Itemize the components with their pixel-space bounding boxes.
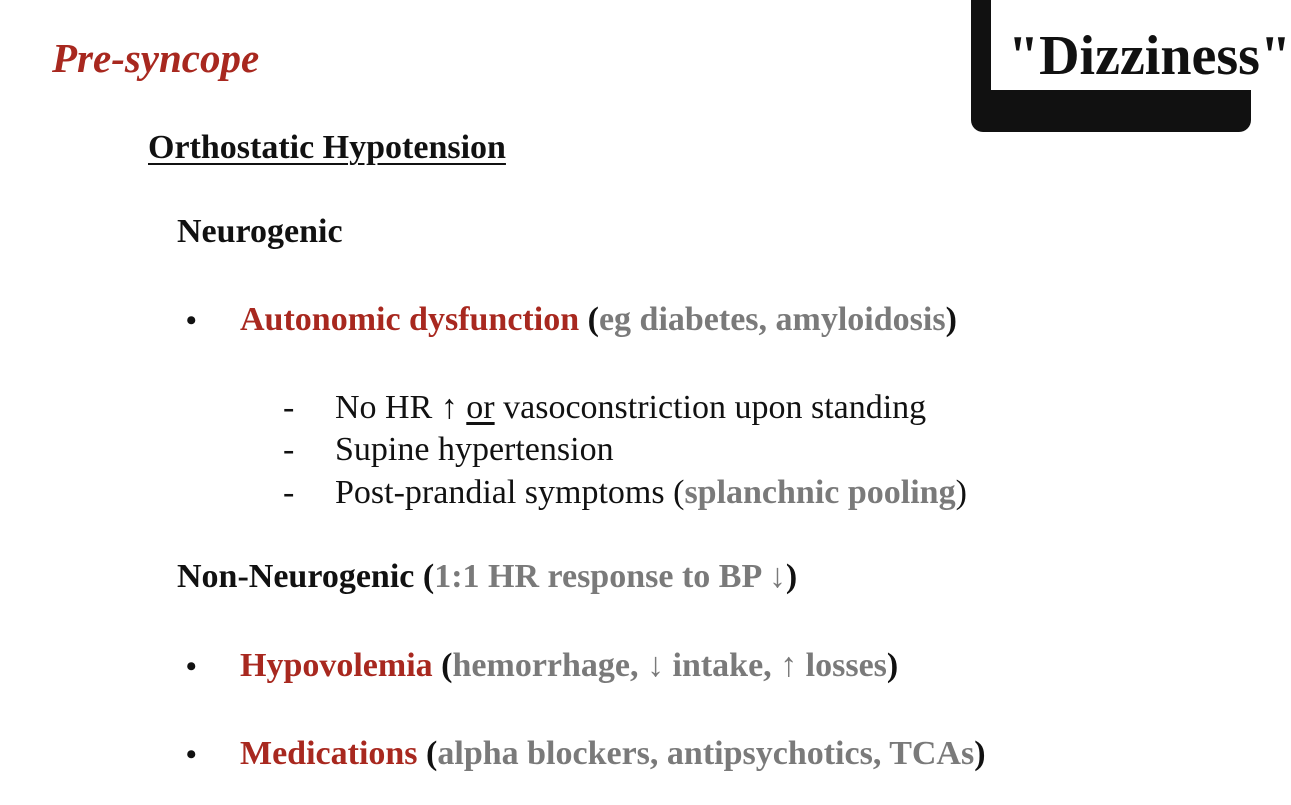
dash-item-post-prandial <box>283 472 967 514</box>
non-neurogenic-detail: 1:1 HR response to BP ↓ <box>434 558 786 595</box>
paren-close: ) <box>886 647 899 684</box>
bullet-icon: • <box>186 650 197 683</box>
non-neurogenic-heading <box>177 557 797 597</box>
bullet-label: Autonomic dysfunction <box>240 301 580 338</box>
dizziness-title-text: "Dizziness" <box>1008 25 1291 87</box>
bullet-icon: • <box>186 738 197 771</box>
paren-open: ( <box>432 647 453 684</box>
bullet-autonomic-dysfunction <box>186 300 957 341</box>
bullet-hypovolemia <box>186 646 898 687</box>
slide-title: Pre-syncope <box>52 35 260 81</box>
dash-item-text: No HR ↑ <box>335 389 467 426</box>
dash-item-text: vasoconstriction upon standing <box>494 389 927 426</box>
dash-item-no-hr <box>283 387 926 429</box>
dash-item-detail: splanchnic pooling <box>684 474 956 511</box>
dizziness-title-box-inner <box>991 0 1291 90</box>
paren-open: ( <box>414 558 435 595</box>
paren-close: ) <box>785 558 798 595</box>
paren-close: ) <box>974 735 986 772</box>
dash-item-text: Supine hypertension <box>335 431 614 468</box>
dash-item-underlined: or <box>466 389 495 426</box>
paren-open: ( <box>579 301 599 338</box>
dash-item-text: Post-prandial symptoms ( <box>335 474 685 511</box>
section-heading: Orthostatic Hypotension <box>148 129 506 166</box>
dizziness-title-box <box>971 0 1291 132</box>
non-neurogenic-label: Non-Neurogenic <box>177 558 415 595</box>
paren-open: ( <box>417 735 438 772</box>
dash-icon: - <box>283 474 295 511</box>
dash-icon: - <box>283 389 295 426</box>
bullet-icon: • <box>186 304 197 337</box>
bullet-label: Medications <box>240 735 418 772</box>
bullet-detail: alpha blockers, antipsychotics, TCAs <box>437 735 975 772</box>
bullet-detail: eg diabetes, amyloidosis <box>598 301 946 338</box>
bullet-detail: hemorrhage, ↓ intake, ↑ losses <box>452 647 887 684</box>
dash-item-text: ) <box>955 474 967 511</box>
dash-icon: - <box>283 431 295 468</box>
dash-item-supine-hypertension <box>283 429 614 471</box>
neurogenic-heading: Neurogenic <box>177 213 343 250</box>
bullet-label: Hypovolemia <box>240 647 433 684</box>
bullet-medications <box>186 734 986 775</box>
paren-close: ) <box>945 301 957 338</box>
